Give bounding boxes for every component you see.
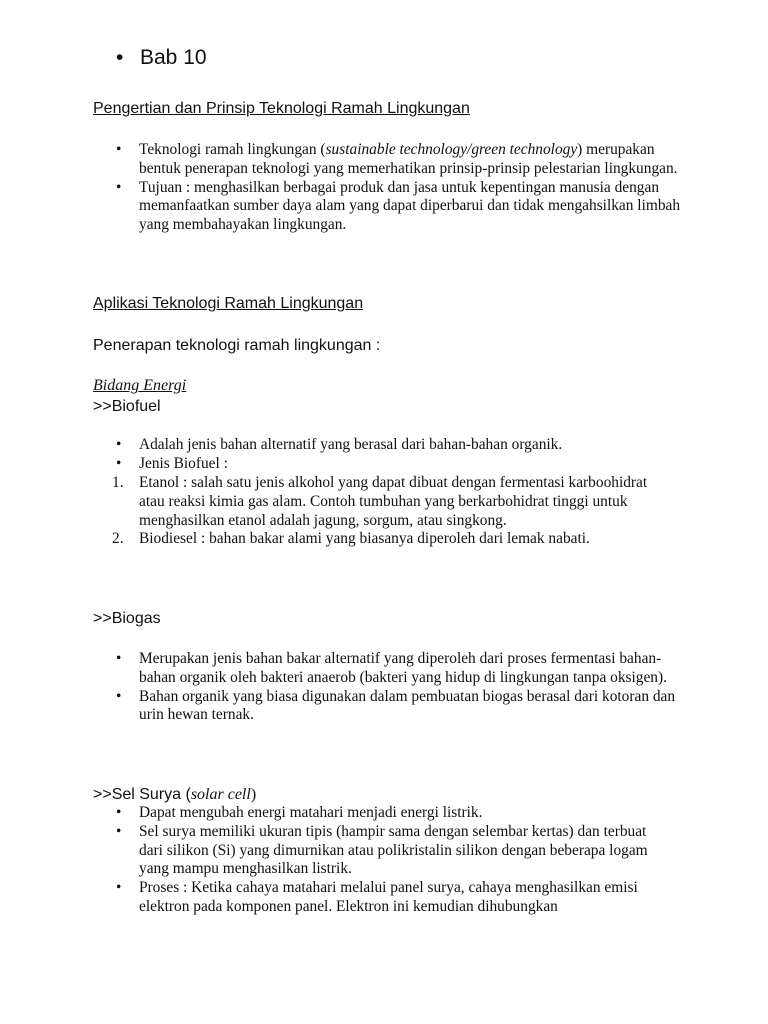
list-item	[93, 179, 693, 235]
section2-heading: Aplikasi Teknologi Ramah Lingkungan	[93, 295, 364, 312]
solar-title-post: )	[250, 786, 257, 803]
item-text: Etanol : salah satu jenis alkohol yang dapat dibuat dengan fermentasi karboohidrat atau reaksi kimia gas alam. Contoh tumbuhan yang berkarbohidrat tinggi untuk menghasilkan etanol adalah jagung, sorgum, atau singkong.	[139, 474, 648, 529]
biogas-bullets	[93, 650, 683, 725]
solar-title-pre: >>Sel Surya (	[93, 786, 191, 803]
item-text-pre: Teknologi ramah lingkungan (	[139, 141, 326, 158]
list-bullet: •	[116, 804, 122, 821]
solar-title-italic: solar cell	[190, 786, 251, 803]
item-number: 1.	[112, 474, 124, 491]
item-text-italic: sustainable technology/green technology	[325, 141, 578, 158]
list-bullet: •	[116, 178, 122, 196]
list-bullet: •	[116, 141, 122, 158]
list-item	[93, 650, 683, 688]
item-text: Biodiesel : bahan bakar alami yang biasanya diperoleh dari lemak nabati.	[139, 530, 590, 548]
list-item	[93, 688, 683, 726]
section1-list	[93, 141, 693, 235]
list-bullet: •	[116, 822, 122, 840]
item-text: Proses : Ketika cahaya matahari melalui panel surya, cahaya menghasilkan emisi elektron pada komponen panel. Elektron ini kemudian dihubungkan	[139, 879, 638, 915]
biogas-title: >>Biogas	[93, 610, 161, 627]
list-item	[93, 804, 673, 823]
solar-title	[93, 785, 256, 805]
biofuel-numbered	[93, 474, 665, 549]
list-item	[93, 141, 693, 179]
list-item	[93, 436, 693, 455]
field-heading: Bidang Energi	[93, 377, 187, 394]
list-item	[93, 879, 673, 917]
list-item	[93, 823, 673, 879]
numbered-item	[93, 474, 665, 530]
list-item	[93, 455, 693, 474]
list-bullet: •	[116, 687, 122, 705]
chapter-bullet: •	[116, 46, 124, 69]
list-bullet: •	[116, 454, 122, 472]
chapter-title: Bab 10	[140, 46, 207, 69]
section1-heading: Pengertian dan Prinsip Teknologi Ramah Lingkungan	[93, 100, 470, 117]
list-bullet: •	[116, 879, 122, 897]
biofuel-title: >>Biofuel	[93, 398, 161, 415]
item-text: Merupakan jenis bahan bakar alternatif yang diperoleh dari proses fermentasi bahan-bahan organik oleh bakteri anaerob (bakteri yang hidup di lingkungan tanpa oksigen).	[139, 650, 667, 686]
item-text: Sel surya memiliki ukuran tipis (hampir sama dengan selembar kertas) dan terbuat dari silikon (Si) yang dimurnikan atau polikristalin silikon dengan beberapa logam yang mampu menghasilkan listrik.	[139, 822, 648, 878]
list-bullet: •	[116, 650, 122, 667]
section2-intro: Penerapan teknologi ramah lingkungan :	[93, 337, 381, 354]
item-text: Dapat mengubah energi matahari menjadi energi listrik.	[139, 804, 483, 821]
item-number: 2.	[112, 530, 124, 548]
list-bullet: •	[116, 436, 122, 453]
biofuel-bullets	[93, 436, 693, 474]
item-text: Tujuan : menghasilkan berbagai produk dan jasa untuk kepentingan manusia dengan memanfaatkan sumber daya alam yang dapat diperbarui dan tidak mengahsilkan limbah yang membahayakan lingkungan.	[139, 178, 681, 234]
item-text: Adalah jenis bahan alternatif yang berasal dari bahan-bahan organik.	[139, 436, 563, 453]
solar-bullets	[93, 804, 673, 917]
item-text: Jenis Biofuel :	[139, 454, 228, 472]
numbered-item	[93, 530, 665, 549]
item-text: Bahan organik yang biasa digunakan dalam pembuatan biogas berasal dari kotoran dan urin hewan ternak.	[139, 687, 676, 724]
item-text-post: ) merupakan bentuk penerapan teknologi yang memerhatikan prinsip-prinsip pelestarian lingkungan.	[139, 141, 678, 177]
